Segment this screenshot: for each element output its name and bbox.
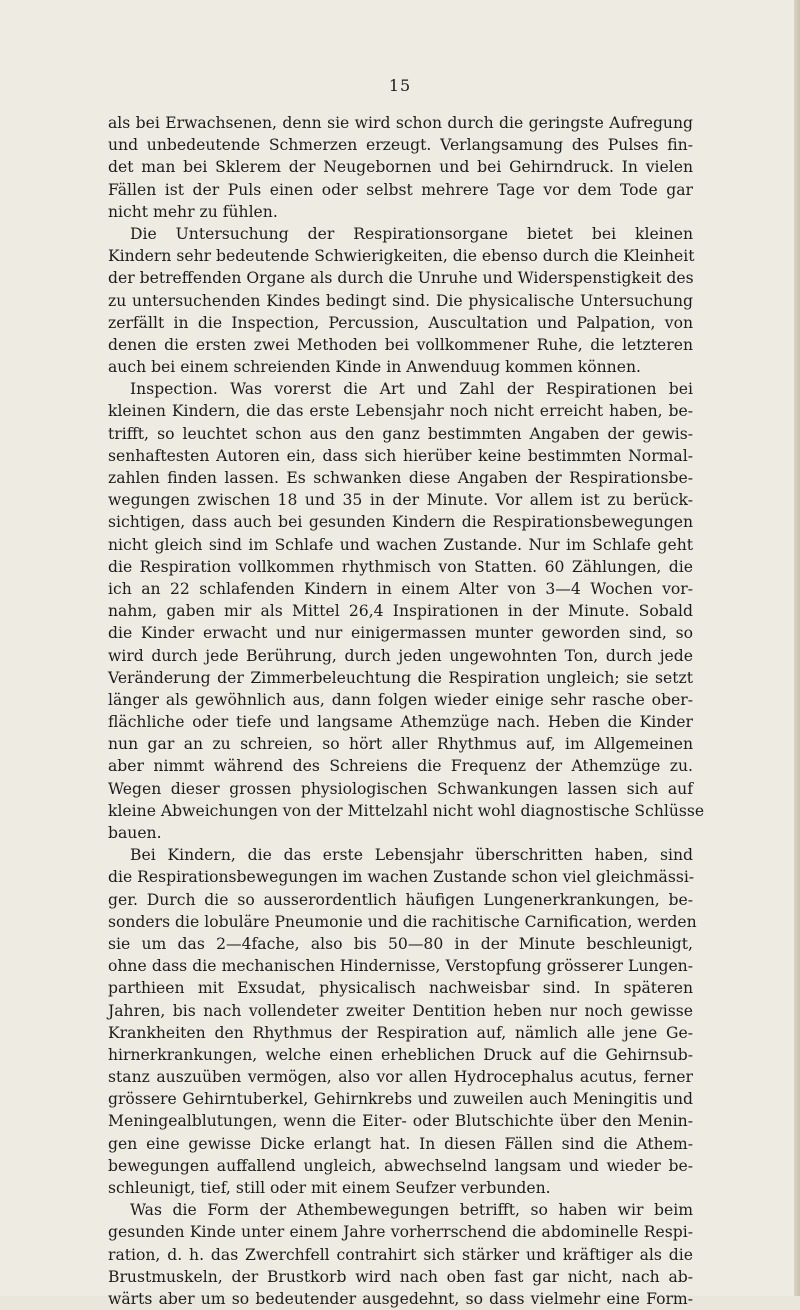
text-line: Brustmuskeln, der Brustkorb wird nach oben fast gar nicht, nach ab- (108, 1267, 693, 1286)
text-line: hirnerkrankungen, welche einen erheblichen Druck auf die Gehirnsub- (108, 1045, 693, 1064)
page-edge (794, 0, 800, 1296)
text-line: det man bei Sklerem der Neugebornen und bei Gehirndruck. In vielen (108, 158, 693, 177)
text-line: Fällen ist der Puls einen oder selbst mehrere Tage vor dem Tode gar (108, 180, 693, 199)
text-line: wegungen zwischen 18 und 35 in der Minute. Vor allem ist zu berück- (108, 491, 693, 510)
text-line: Was die Form der Athembewegungen betrifft, so haben wir beim (130, 1201, 693, 1220)
text-line: gen eine gewisse Dicke erlangt hat. In diesen Fällen sind die Athem- (108, 1134, 693, 1153)
text-line: wärts aber um so bedeutender ausgedehnt, so dass vielmehr eine Form- (108, 1289, 693, 1308)
text-line: Wegen dieser grossen physiologischen Schwankungen lassen sich auf (108, 779, 693, 798)
text-line: die Respiration vollkommen rhythmisch von Statten. 60 Zählungen, die (108, 557, 693, 576)
text-line: nicht gleich sind im Schlafe und wachen Zustande. Nur im Schlafe geht (108, 535, 693, 554)
text-line: sichtigen, dass auch bei gesunden Kindern die Respirationsbewegungen (108, 513, 693, 532)
text-line: stanz auszuüben vermögen, also vor allen Hydrocephalus acutus, ferner (108, 1068, 693, 1087)
text-line: Die Untersuchung der Respirationsorgane bietet bei kleinen (130, 224, 693, 243)
text-line: gesunden Kinde unter einem Jahre vorherrschend die abdominelle Respi- (108, 1223, 693, 1242)
text-line: nun gar an zu schreien, so hört aller Rhythmus auf, im Allgemeinen (108, 735, 693, 754)
text-line: denen die ersten zwei Methoden bei vollkommener Ruhe, die letzteren (108, 335, 693, 354)
text-line: sonders die lobuläre Pneumonie und die rachitische Carnification, werden (108, 912, 697, 931)
text-line: kleine Abweichungen von der Mittelzahl nicht wohl diagnostische Schlüsse (108, 801, 705, 820)
text-line: zu untersuchenden Kindes bedingt sind. Die physicalische Untersuchung (108, 291, 693, 310)
text-line: Bei Kindern, die das erste Lebensjahr überschritten haben, sind (130, 846, 693, 865)
text-line: kleinen Kindern, die das erste Lebensjahr noch nicht erreicht haben, be- (108, 402, 693, 421)
text-line: schleunigt, tief, still oder mit einem Seufzer verbunden. (108, 1179, 551, 1197)
text-line: bewegungen auffallend ungleich, abwechselnd langsam und wieder be- (108, 1156, 693, 1175)
text-line: aber nimmt während des Schreiens die Frequenz der Athemzüge zu. (108, 757, 693, 776)
text-line: zerfällt in die Inspection, Percussion, Auscultation und Palpation, von (108, 313, 693, 332)
text-line: und unbedeutende Schmerzen erzeugt. Verlangsamung des Pulses fin- (108, 136, 693, 155)
text-line: die Respirationsbewegungen im wachen Zustande schon viel gleichmässi- (108, 868, 695, 887)
text-line: wird durch jede Berührung, durch jeden ungewohnten Ton, durch jede (108, 646, 693, 665)
text-line: Inspection. Was vorerst die Art und Zahl der Respirationen bei (130, 380, 693, 399)
text-line: nahm, gaben mir als Mittel 26,4 Inspirationen in der Minute. Sobald (108, 602, 693, 621)
text-line: ohne dass die mechanischen Hindernisse, Verstopfung grösserer Lungen- (108, 957, 693, 976)
text-line: parthieen mit Exsudat, physicalisch nachweisbar sind. In späteren (108, 979, 693, 998)
body-text (108, 112, 705, 1310)
text-line: ger. Durch die so ausserordentlich häufigen Lungenerkrankungen, be- (108, 890, 693, 909)
text-line: als bei Erwachsenen, denn sie wird schon durch die geringste Aufregung (108, 114, 693, 132)
text-line: der betreffenden Organe als durch die Unruhe und Widerspenstigkeit des (108, 269, 694, 288)
text-line: Krankheiten den Rhythmus der Respiration auf, nämlich alle jene Ge- (108, 1023, 693, 1042)
text-line: sie um das 2—4fache, also bis 50—80 in der Minute beschleunigt, (108, 934, 693, 953)
text-line: die Kinder erwacht und nur einigermassen munter geworden sind, so (108, 624, 693, 643)
text-line: ich an 22 schlafenden Kindern in einem Alter von 3—4 Wochen vor- (108, 579, 693, 598)
page-number: 15 (388, 76, 412, 95)
text-line: nicht mehr zu fühlen. (108, 202, 278, 221)
text-line: Veränderung der Zimmerbeleuchtung die Respiration ungleich; sie setzt (108, 668, 693, 687)
text-line: flächliche oder tiefe und langsame Athemzüge nach. Heben die Kinder (108, 713, 693, 732)
text-line: ration, d. h. das Zwerchfell contrahirt sich stärker und kräftiger als die (108, 1245, 693, 1264)
text-line: Meningealblutungen, wenn die Eiter- oder Blutschichte über den Menin- (108, 1112, 693, 1131)
text-line: trifft, so leuchtet schon aus den ganz bestimmten Angaben der gewis- (108, 424, 693, 443)
text-line: bauen. (108, 824, 162, 842)
text-line: zahlen finden lassen. Es schwanken diese Angaben der Respirationsbe- (108, 469, 693, 487)
text-line: auch bei einem schreienden Kinde in Anwenduug kommen können. (108, 358, 641, 377)
text-line: grössere Gehirntuberkel, Gehirnkrebs und zuweilen auch Meningitis und (108, 1090, 693, 1109)
text-line: Jahren, bis nach vollendeter zweiter Dentition heben nur noch gewisse (108, 1001, 693, 1020)
text-line: Kindern sehr bedeutende Schwierigkeiten, die ebenso durch die Kleinheit (108, 247, 695, 266)
text-line: senhaftesten Autoren ein, dass sich hierüber keine bestimmten Normal- (108, 446, 693, 465)
text-line: länger als gewöhnlich aus, dann folgen wieder einige sehr rasche ober- (108, 690, 693, 709)
